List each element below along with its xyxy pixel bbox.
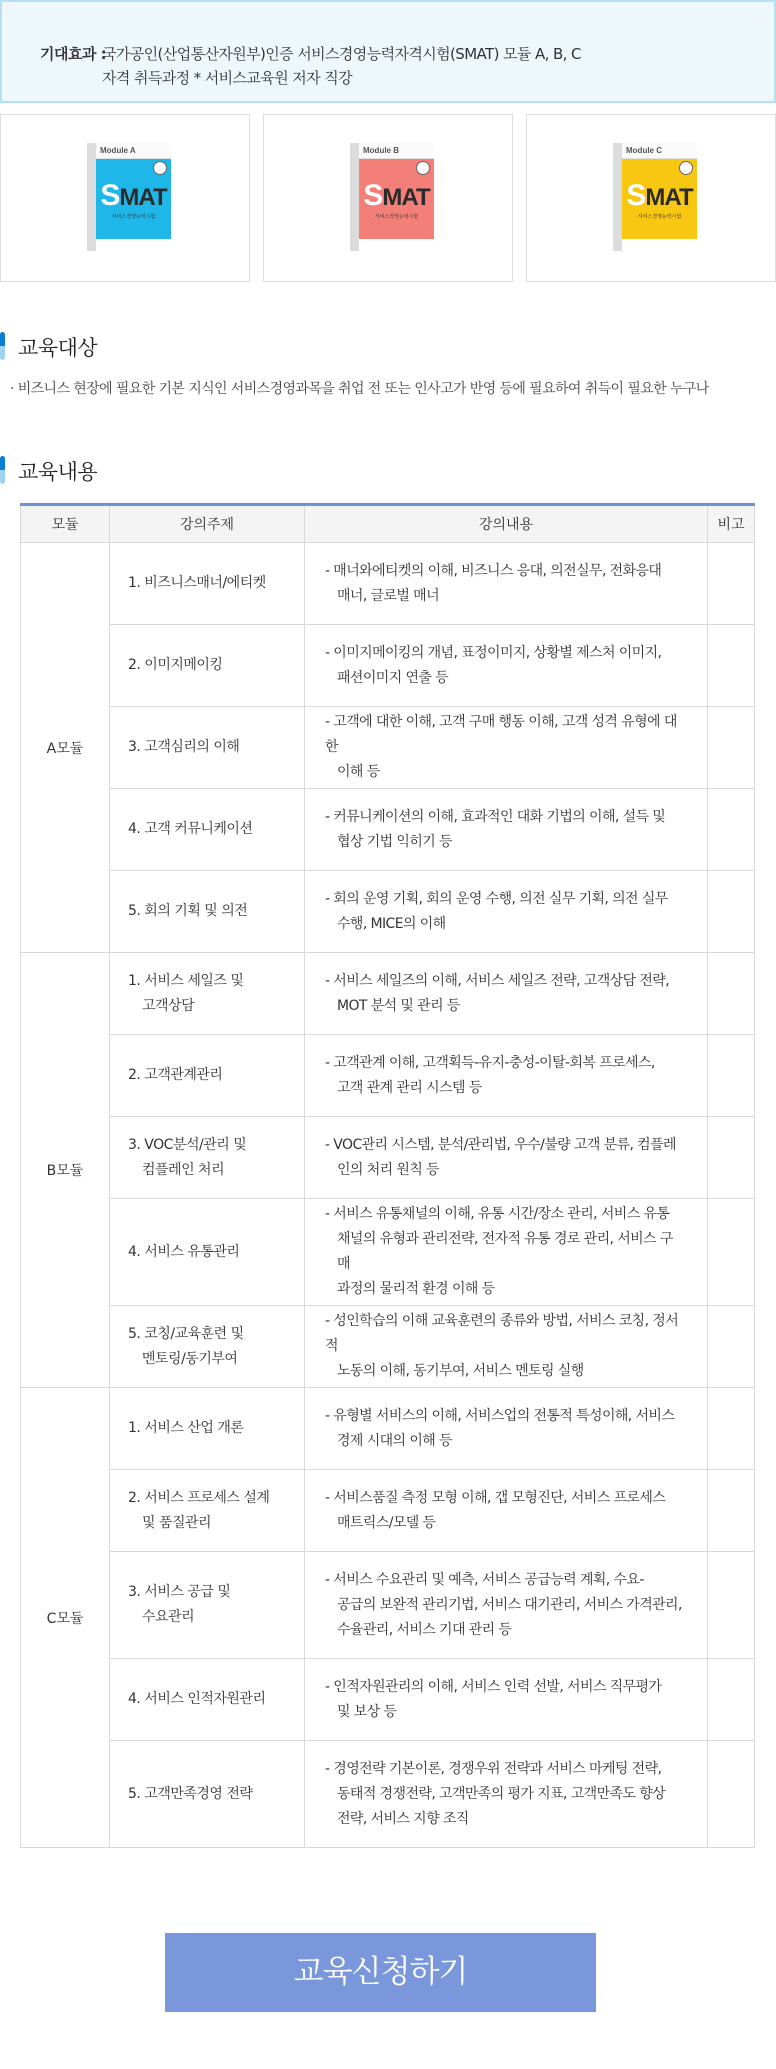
curriculum-table (20, 503, 755, 1848)
topic-cell (110, 871, 305, 953)
book-subtitle: 서비스경영능력시험 (637, 214, 682, 220)
note-cell (708, 789, 755, 871)
table-row (21, 1659, 755, 1741)
content-line: 수행, MICE의 이해 (337, 915, 446, 932)
content-line: - 인적자원관리의 이해, 서비스 인력 선발, 서비스 직무평가 (325, 1678, 662, 1695)
content-line: 및 보상 등 (337, 1703, 397, 1720)
content-line: 고객 관계 관리 시스템 등 (337, 1079, 482, 1096)
content-cell (305, 1035, 708, 1117)
content-line: 인의 처리 원칙 등 (337, 1161, 440, 1178)
module-cell: A모듈 (21, 543, 110, 953)
note-cell (708, 871, 755, 953)
content-line: - VOC관리 시스템, 분석/관리법, 우수/불량 고객 분류, 컴플레 (325, 1136, 676, 1153)
content-line: 채널의 유형과 관리전략, 전자적 유통 경로 관리, 서비스 구매 (337, 1231, 673, 1272)
content-line: - 고객관계 이해, 고객획득-유지-충성-이탈-회복 프로세스, (325, 1054, 655, 1071)
content-line: 과정의 물리적 환경 이해 등 (337, 1281, 495, 1297)
section-marker-icon (0, 456, 5, 484)
content-line: 공급의 보완적 관리기법, 서비스 대기관리, 서비스 가격관리, (337, 1596, 682, 1613)
book-module-label: Module A (100, 146, 136, 155)
apply-course-button[interactable]: 교육신청하기 (165, 1933, 596, 2012)
content-line: 이해 등 (337, 764, 380, 780)
note-cell (708, 1552, 755, 1659)
content-line: - 커뮤니케이션의 이해, 효과적인 대화 기법의 이해, 설득 및 (325, 808, 666, 825)
textbook-gallery (0, 114, 776, 282)
table-row (21, 1117, 755, 1199)
book-subtitle: 서비스경영능력시험 (111, 214, 156, 220)
content-line: 매너, 글로벌 매너 (337, 587, 440, 604)
topic-cell (110, 1117, 305, 1199)
content-line: - 유형별 서비스의 이해, 서비스업의 전통적 특성이해, 서비스 (325, 1407, 675, 1424)
content-line: 전략, 서비스 지향 조직 (337, 1810, 469, 1827)
topic-line: 3. 고객심리의 이해 (128, 739, 240, 755)
content-cell (305, 1741, 708, 1848)
content-line: 수율관리, 서비스 기대 관리 등 (337, 1621, 512, 1638)
content-cell (305, 1552, 708, 1659)
topic-line: 수요관리 (142, 1609, 195, 1625)
topic-cell (110, 1035, 305, 1117)
content-line: - 이미지메이킹의 개념, 표정이미지, 상황별 제스처 이미지, (325, 644, 662, 661)
curriculum-table-body (21, 543, 755, 1848)
topic-line: 2. 이미지메이킹 (128, 657, 223, 673)
content-line: - 서비스 세일즈의 이해, 서비스 세일즈 전략, 고객상담 전략, (325, 972, 670, 989)
note-cell (708, 1659, 755, 1741)
content-line: 경제 시대의 이해 등 (337, 1432, 452, 1449)
topic-line: 3. 서비스 공급 및 (128, 1584, 231, 1600)
expected-effect-line-1: 국가공인(산업통산자원부)인증 서비스경영능력자격시험(SMAT) 모듈 A, B, C (102, 45, 581, 63)
module-cell: B모듈 (21, 953, 110, 1388)
smat-module-c-book-image (613, 143, 697, 251)
table-header-row (21, 505, 755, 543)
table-row (21, 1035, 755, 1117)
table-row (21, 1552, 755, 1659)
topic-cell (110, 1388, 305, 1470)
content-line: 협상 기법 익히기 등 (337, 833, 452, 850)
module-cell: C모듈 (21, 1388, 110, 1848)
content-section-title: 교육내용 (18, 460, 98, 484)
topic-cell (110, 789, 305, 871)
content-line: - 서비스품질 측정 모형 이해, 갭 모형진단, 서비스 프로세스 (325, 1489, 666, 1506)
topic-line: 4. 서비스 유통관리 (128, 1243, 240, 1260)
section-marker-icon (0, 332, 5, 360)
note-cell (708, 953, 755, 1035)
smat-module-a-book-image (87, 143, 171, 251)
topic-line: 컴플레인 처리 (142, 1161, 225, 1178)
expected-effect-line-2: 자격 취득과정 * 서비스교육원 저자 직강 (102, 69, 352, 87)
topic-line: 4. 고객 커뮤니케이션 (128, 821, 253, 837)
topic-cell (110, 1470, 305, 1552)
content-cell (305, 707, 708, 789)
table-row (21, 871, 755, 953)
table-row (21, 953, 755, 1035)
content-line: - 회의 운영 기획, 회의 운영 수행, 의전 실무 기획, 의전 실무 (325, 890, 668, 907)
topic-cell (110, 1199, 305, 1306)
topic-cell (110, 1659, 305, 1741)
note-cell (708, 1306, 755, 1388)
content-line: MOT 분석 및 관리 등 (337, 997, 460, 1014)
table-row (21, 1388, 755, 1470)
topic-cell (110, 543, 305, 625)
table-row (21, 1306, 755, 1388)
content-cell (305, 1117, 708, 1199)
content-cell (305, 871, 708, 953)
topic-line: 5. 회의 기획 및 의전 (128, 903, 248, 919)
content-cell (305, 1659, 708, 1741)
table-row (21, 1741, 755, 1848)
topic-line: 5. 고객만족경영 전략 (128, 1785, 253, 1802)
topic-cell (110, 1741, 305, 1848)
content-cell (305, 543, 708, 625)
topic-line: 고객상담 (142, 997, 195, 1014)
table-row (21, 707, 755, 789)
smat-module-b-book-image (350, 143, 434, 251)
note-cell (708, 625, 755, 707)
textbook-card-b (263, 114, 513, 282)
topic-cell (110, 1552, 305, 1659)
book-badge-icon (153, 161, 167, 175)
content-line: 매트릭스/모델 등 (337, 1514, 436, 1531)
topic-line: 1. 서비스 세일즈 및 (128, 972, 244, 989)
table-row (21, 1470, 755, 1552)
target-section-title: 교육대상 (18, 336, 98, 360)
book-title: SMAT (100, 179, 167, 212)
table-row (21, 789, 755, 871)
expected-effect-box (0, 0, 776, 103)
topic-line: 1. 비즈니스매너/에티켓 (128, 575, 266, 591)
topic-line: 5. 코칭/교육훈련 및 (128, 1325, 244, 1342)
note-cell (708, 1117, 755, 1199)
content-line: - 고객에 대한 이해, 고객 구매 행동 이해, 고객 성격 유형에 대한 (325, 714, 677, 755)
note-cell (708, 543, 755, 625)
expected-effect-label: 기대효과 : (40, 45, 107, 63)
note-cell (708, 1199, 755, 1306)
content-cell (305, 1388, 708, 1470)
content-cell (305, 953, 708, 1035)
content-cell (305, 789, 708, 871)
content-cell (305, 1199, 708, 1306)
topic-line: 2. 서비스 프로세스 설계 (128, 1489, 270, 1506)
book-badge-icon (416, 161, 430, 175)
content-line: - 매너와에티켓의 이해, 비즈니스 응대, 의전실무, 전화응대 (325, 562, 662, 579)
book-subtitle: 서비스경영능력시험 (374, 214, 419, 220)
content-cell (305, 1306, 708, 1388)
note-cell (708, 707, 755, 789)
book-badge-icon (679, 161, 693, 175)
note-cell (708, 1741, 755, 1848)
content-line: 노동의 이해, 동기부여, 서비스 멘토링 실행 (337, 1363, 584, 1379)
target-description: · 비즈니스 현장에 필요한 기본 지식인 서비스경영과목을 취업 전 또는 인사고가 반영 등에 필요하여 취득이 필요한 누구나 (10, 381, 709, 397)
content-cell (305, 1470, 708, 1552)
topic-line: 4. 서비스 인적자원관리 (128, 1691, 266, 1707)
table-row (21, 543, 755, 625)
content-line: - 경영전략 기본이론, 경쟁우위 전략과 서비스 마케팅 전략, (325, 1760, 662, 1777)
content-line: - 서비스 수요관리 및 예측, 서비스 공급능력 계획, 수요- (325, 1571, 644, 1588)
textbook-card-c (526, 114, 776, 282)
content-cell (305, 625, 708, 707)
topic-line: 멘토링/동기부여 (142, 1350, 238, 1367)
topic-line: 및 품질관리 (142, 1514, 212, 1531)
content-line: 패션이미지 연출 등 (337, 669, 449, 686)
book-module-label: Module B (363, 146, 399, 155)
book-module-label: Module C (626, 146, 662, 155)
table-row (21, 625, 755, 707)
topic-cell (110, 1306, 305, 1388)
content-line: - 성인학습의 이해 교육훈련의 종류와 방법, 서비스 코칭, 정서적 (325, 1313, 679, 1354)
note-cell (708, 1470, 755, 1552)
book-title: SMAT (363, 179, 430, 212)
textbook-card-a (0, 114, 250, 282)
topic-cell (110, 707, 305, 789)
topic-line: 1. 서비스 산업 개론 (128, 1420, 244, 1436)
topic-line: 2. 고객관계관리 (128, 1067, 223, 1083)
header-module: 모듈 (21, 505, 110, 543)
content-line: - 서비스 유통채널의 이해, 유통 시간/장소 관리, 서비스 유통 (325, 1206, 670, 1222)
content-line: 동태적 경쟁전략, 고객만족의 평가 지표, 고객만족도 향상 (337, 1785, 666, 1802)
header-note: 비고 (708, 505, 755, 543)
note-cell (708, 1388, 755, 1470)
header-content: 강의내용 (305, 505, 708, 543)
note-cell (708, 1035, 755, 1117)
topic-cell (110, 953, 305, 1035)
book-title: SMAT (626, 179, 693, 212)
topic-cell (110, 625, 305, 707)
table-row (21, 1199, 755, 1306)
header-topic: 강의주제 (110, 505, 305, 543)
topic-line: 3. VOC분석/관리 및 (128, 1136, 247, 1153)
